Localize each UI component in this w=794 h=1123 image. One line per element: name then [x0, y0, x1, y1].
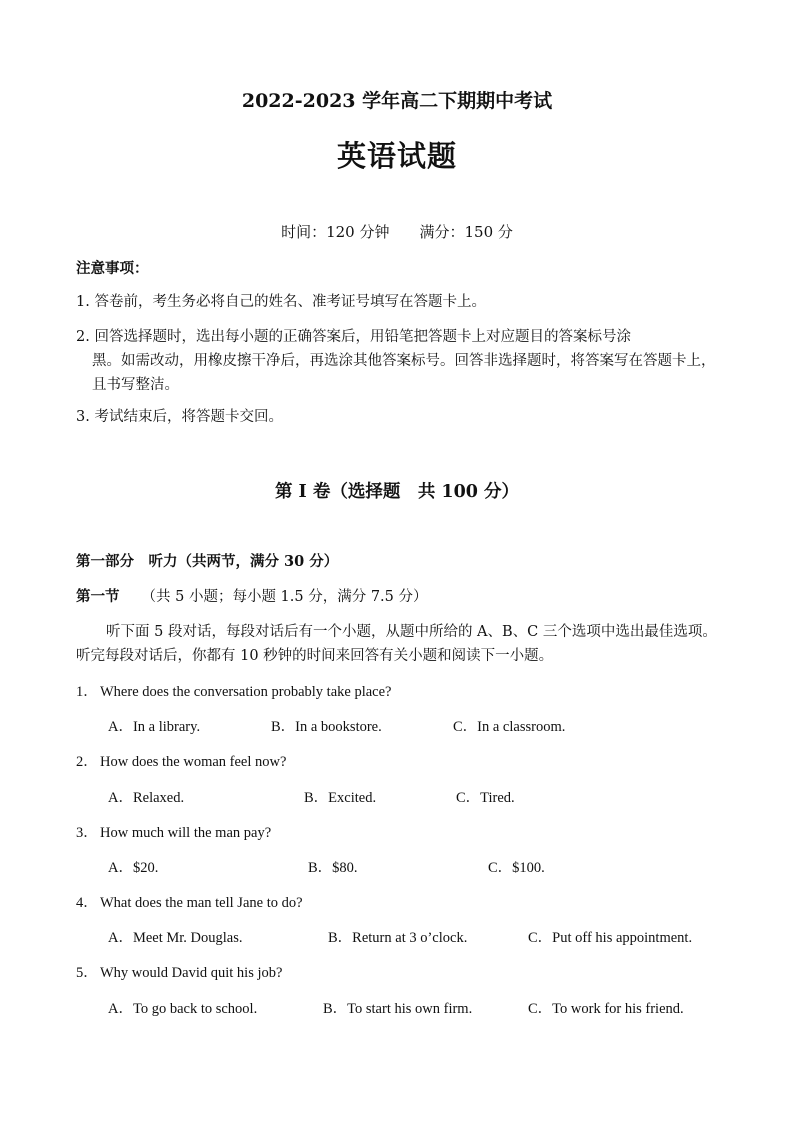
- question-number: 4．: [76, 895, 98, 911]
- option-b: B．Excited.: [304, 790, 377, 806]
- option-a: A．Relaxed.: [108, 790, 185, 806]
- option-a: A．Meet Mr. Douglas.: [108, 930, 243, 946]
- notes-title: 注意事项：: [76, 260, 149, 277]
- option-b: B．To start his own firm.: [323, 1001, 473, 1017]
- option-c: C．In a classroom.: [453, 719, 566, 735]
- question-stem: [76, 961, 282, 982]
- question-stem: [76, 821, 271, 842]
- note-text: 1. 答卷前，考生务必将自己的姓名、准考证号填写在答题卡上。: [76, 294, 486, 310]
- question-number: 2．: [76, 754, 98, 770]
- option-b: B．Return at 3 o’clock.: [328, 930, 468, 946]
- question-text: How much will the man pay?: [100, 825, 272, 841]
- subsection-line: [76, 585, 428, 606]
- option-b: B．In a bookstore.: [271, 719, 382, 735]
- question-stem: [76, 680, 391, 701]
- question-number: 5．: [76, 965, 98, 981]
- note-text: 3. 考试结束后，将答题卡交回。: [76, 409, 283, 425]
- instructions: 听下面 5 段对话，每段对话后有一个小题，从题中所给的 A、B、C 三个选项中选出最佳选项。听完每段对话后，你都有 10 秒钟的时间来回答有关小题和阅读下一小题。: [76, 624, 717, 664]
- option-c: C．To work for his friend.: [528, 1001, 684, 1017]
- question-stem: [76, 750, 286, 771]
- question-text: What does the man tell Jane to do?: [100, 895, 303, 911]
- time-label: 时间：120 分钟: [281, 223, 390, 241]
- question-text: Where does the conversation probably take place?: [100, 684, 392, 700]
- option-c: C．$100.: [488, 860, 545, 876]
- question-number: 3．: [76, 825, 98, 841]
- question-text: Why would David quit his job?: [100, 965, 283, 981]
- option-c: C．Tired.: [456, 790, 515, 806]
- subsection-desc: （共 5 小题；每小题 1.5 分，满分 7.5 分）: [141, 589, 428, 605]
- section-title: 第 I 卷（选择题 共 100 分）: [274, 482, 520, 502]
- note-item: [76, 290, 726, 314]
- exam-title: 2022-2023 学年高二下期期中考试: [241, 90, 553, 112]
- note-item: [76, 405, 726, 429]
- option-a: A．$20.: [108, 860, 159, 876]
- subsection-label: 第一节: [76, 588, 120, 605]
- time-score-line: [0, 221, 794, 242]
- subject-title: 英语试题: [336, 139, 457, 173]
- question-text: How does the woman feel now?: [100, 754, 287, 770]
- part-title: 第一部分 听力（共两节，满分 30 分）: [76, 553, 339, 570]
- question-stem: [76, 891, 303, 912]
- option-a: A．To go back to school.: [108, 1001, 258, 1017]
- option-a: A．In a library.: [108, 719, 201, 735]
- question-number: 1．: [76, 684, 98, 700]
- score-label: 满分：150 分: [419, 223, 513, 241]
- note-text: 2. 回答选择题时，选出每小题的正确答案后，用铅笔把答题卡上对应题目的答案标号涂: [76, 329, 631, 345]
- option-b: B．$80.: [308, 860, 358, 876]
- option-c: C．Put off his appointment.: [528, 930, 693, 946]
- note-item: [76, 325, 726, 397]
- note-text-continued: 黑。如需改动，用橡皮擦干净后，再选涂其他答案标号。回答非选择题时，将答案写在答题卡上，且书写整洁。: [92, 353, 716, 393]
